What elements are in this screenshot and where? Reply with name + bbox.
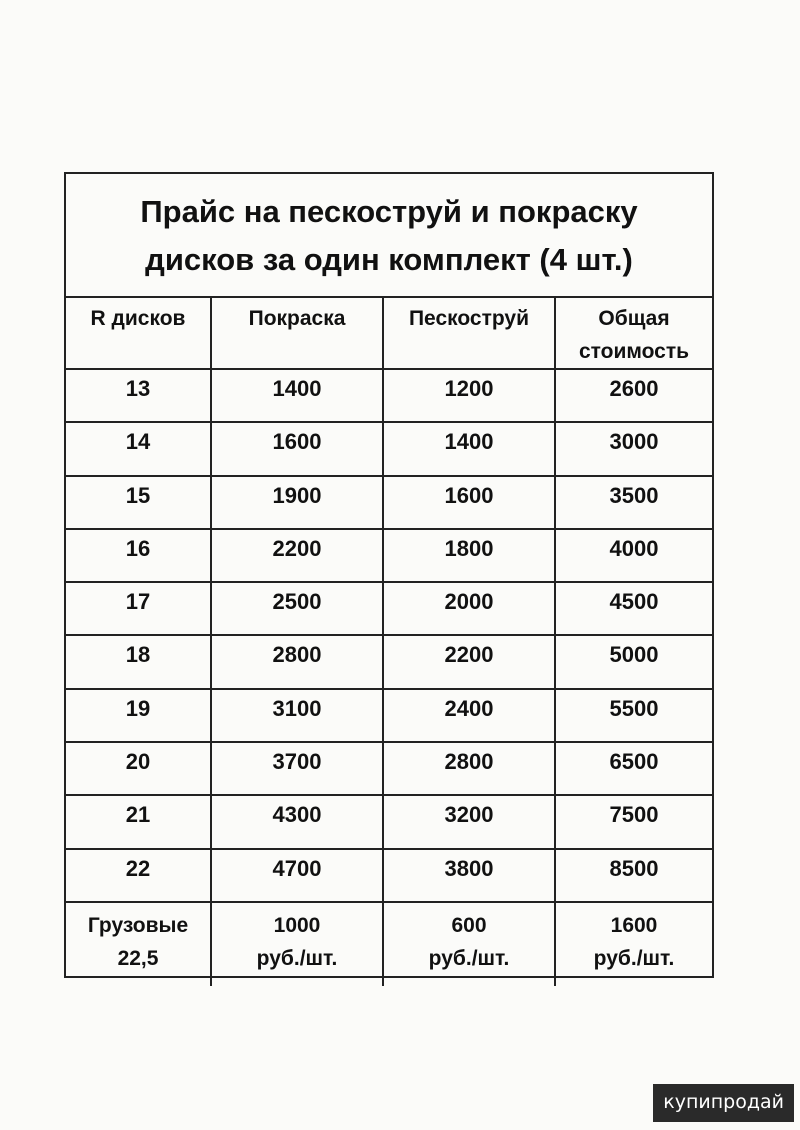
cell-total: 4000 [555,529,712,582]
cell-total: 7500 [555,795,712,848]
header-total: Общая стоимость [555,298,712,369]
cell-sandblast: 3800 [383,849,555,902]
table-body [66,369,712,986]
truck-paint-cell [211,902,383,986]
cell-total: 5000 [555,635,712,688]
cell-paint: 3100 [211,689,383,742]
cell-paint: 1900 [211,476,383,529]
truck-total-price: 1600 [610,913,658,937]
cell-paint: 3700 [211,742,383,795]
cell-sandblast: 1200 [383,369,555,422]
title-line-2: дисков за один комплект (4 шт.) [145,242,633,277]
truck-sand-price: 600 [451,913,487,937]
truck-label-cell [66,902,211,986]
truck-paint-unit: руб./шт. [256,946,338,970]
table-row [66,635,712,688]
price-sheet [64,172,714,978]
truck-sand-cell [383,902,555,986]
cell-radius: 13 [66,369,211,422]
cell-total: 3500 [555,476,712,529]
truck-paint-price: 1000 [273,913,321,937]
cell-radius: 14 [66,422,211,475]
table-header-row [66,298,712,369]
cell-radius: 17 [66,582,211,635]
truck-sand-unit: руб./шт. [428,946,510,970]
cell-sandblast: 1600 [383,476,555,529]
truck-size: 22,5 [117,946,159,970]
cell-sandblast: 1400 [383,422,555,475]
cell-total: 5500 [555,689,712,742]
cell-radius: 16 [66,529,211,582]
table-row [66,689,712,742]
cell-paint: 4300 [211,795,383,848]
cell-sandblast: 2000 [383,582,555,635]
cell-radius: 22 [66,849,211,902]
cell-total: 8500 [555,849,712,902]
header-radius: R дисков [66,298,211,369]
cell-total: 3000 [555,422,712,475]
table-row [66,369,712,422]
cell-radius: 21 [66,795,211,848]
table-row [66,529,712,582]
cell-paint: 2200 [211,529,383,582]
cell-paint: 4700 [211,849,383,902]
cell-radius: 18 [66,635,211,688]
table-row [66,742,712,795]
cell-sandblast: 3200 [383,795,555,848]
page-title [66,174,712,298]
cell-sandblast: 2200 [383,635,555,688]
header-paint: Покраска [211,298,383,369]
cell-paint: 1400 [211,369,383,422]
truck-label: Грузовые [87,913,189,937]
truck-total-unit: руб./шт. [593,946,675,970]
table-row [66,476,712,529]
cell-paint: 2500 [211,582,383,635]
watermark-badge: купипродай [653,1084,794,1122]
cell-sandblast: 2800 [383,742,555,795]
cell-radius: 19 [66,689,211,742]
cell-paint: 2800 [211,635,383,688]
price-table [66,298,712,986]
cell-total: 2600 [555,369,712,422]
cell-paint: 1600 [211,422,383,475]
header-sandblast: Пескоструй [383,298,555,369]
table-row [66,582,712,635]
cell-sandblast: 1800 [383,529,555,582]
table-row-truck [66,902,712,986]
cell-sandblast: 2400 [383,689,555,742]
cell-total: 6500 [555,742,712,795]
cell-total: 4500 [555,582,712,635]
table-row [66,795,712,848]
title-line-1: Прайс на пескоструй и покраску [140,194,638,229]
cell-radius: 15 [66,476,211,529]
cell-radius: 20 [66,742,211,795]
table-row [66,422,712,475]
table-row [66,849,712,902]
truck-total-cell [555,902,712,986]
